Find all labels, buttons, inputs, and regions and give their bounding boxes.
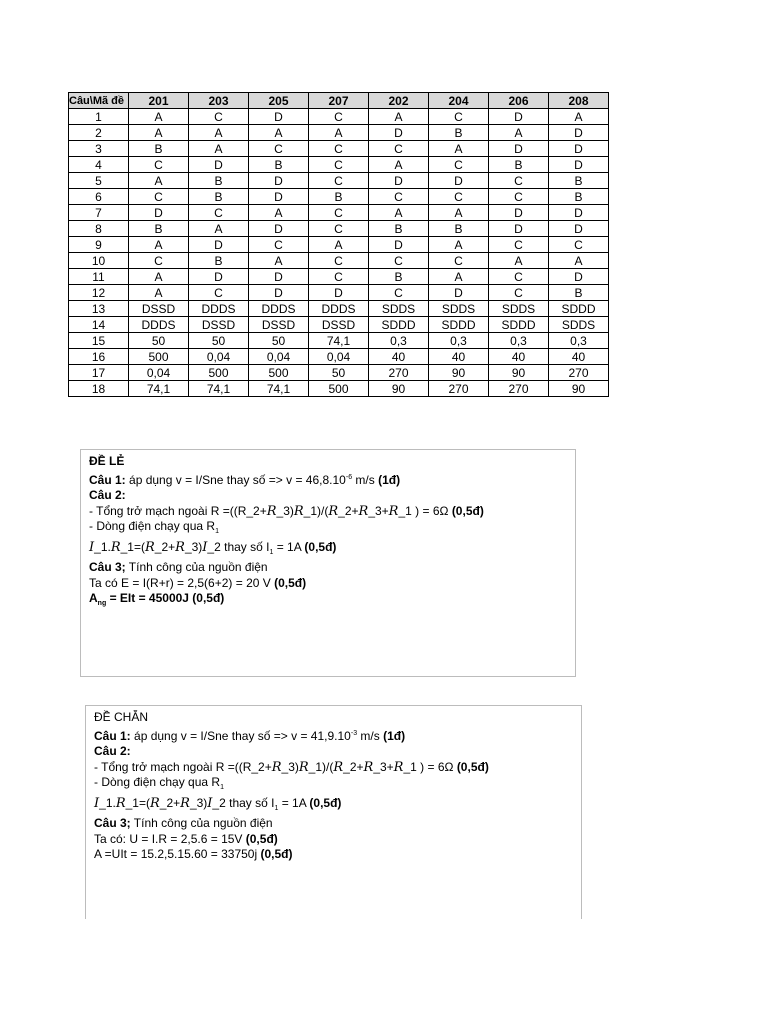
text-span: m/s	[357, 728, 384, 743]
box-title: ĐỀ CHẴN	[94, 710, 149, 724]
answer-cell: 500	[129, 349, 189, 365]
answer-cell: A	[549, 253, 609, 269]
answer-cell: C	[489, 285, 549, 301]
text-span: A =UIt = 15.2,5.15.60 = 33750j	[94, 847, 261, 861]
math-symbol: R	[328, 503, 339, 519]
text-span: _3+	[373, 759, 394, 774]
question-number-cell: 13	[69, 301, 129, 317]
text-span: _3)	[276, 503, 294, 518]
answer-cell: B	[549, 189, 609, 205]
answer-cell: D	[489, 221, 549, 237]
answer-cell: A	[369, 205, 429, 221]
table-row	[69, 349, 609, 365]
answer-cell: 50	[129, 333, 189, 349]
text-span: - Dòng điện chạy qua R	[94, 775, 221, 789]
answer-cell: C	[429, 157, 489, 173]
text-span: _3)	[281, 759, 299, 774]
question-number-cell: 3	[69, 141, 129, 157]
header-cell-exam-code: 204	[429, 93, 489, 109]
math-symbol: I	[94, 795, 100, 811]
answer-cell: A	[309, 125, 369, 141]
answer-cell: C	[369, 141, 429, 157]
text-span: Ta có E = I(R+r) = 2,5(6+2) = 20 V	[89, 575, 275, 590]
table-row	[69, 221, 609, 237]
question-3-line	[89, 560, 575, 576]
answer-cell: D	[309, 285, 369, 301]
table-row	[69, 237, 609, 253]
answer-cell: D	[249, 109, 309, 125]
question-label: Câu 3;	[89, 560, 126, 574]
answer-cell: A	[489, 253, 549, 269]
answer-cell: C	[249, 237, 309, 253]
answer-cell: A	[489, 125, 549, 141]
answer-cell: C	[309, 109, 369, 125]
question-number-cell: 2	[69, 125, 129, 141]
answer-cell: D	[189, 269, 249, 285]
score: (0,5đ)	[451, 503, 484, 518]
question-2-line-1	[89, 504, 575, 520]
answer-cell: C	[309, 221, 369, 237]
answer-cell: A	[129, 269, 189, 285]
answer-cell: D	[369, 237, 429, 253]
answer-cell: 500	[189, 365, 249, 381]
answer-cell: 74,1	[249, 381, 309, 397]
question-number-cell: 14	[69, 317, 129, 333]
answer-cell: 40	[429, 349, 489, 365]
score: (1đ)	[383, 728, 406, 743]
table-row	[69, 141, 609, 157]
question-number-cell: 4	[69, 157, 129, 173]
question-number-cell: 7	[69, 205, 129, 221]
subscript: 1	[269, 548, 274, 556]
subscript: 1	[220, 784, 224, 791]
table-row	[69, 285, 609, 301]
answer-cell: D	[249, 189, 309, 205]
question-label: Câu 1:	[89, 472, 126, 487]
header-cell-exam-code: 206	[489, 93, 549, 109]
answer-cell: C	[489, 269, 549, 285]
answer-cell: 50	[189, 333, 249, 349]
score: (0,5đ)	[309, 795, 342, 810]
answer-cell: A	[189, 125, 249, 141]
answer-cell: C	[309, 173, 369, 189]
question-3-line-1	[94, 832, 581, 848]
math-symbol: R	[115, 795, 126, 811]
question-number-cell: 5	[69, 173, 129, 189]
answer-cell: A	[429, 269, 489, 285]
text-span: áp dụng v = I/Sne thay số => v = 46,8.10	[125, 472, 346, 487]
answer-cell: C	[369, 189, 429, 205]
answer-cell: DSSD	[129, 301, 189, 317]
answer-cell: D	[489, 141, 549, 157]
answer-cell: B	[369, 221, 429, 237]
answer-cell: 270	[429, 381, 489, 397]
math-symbol: I	[89, 539, 95, 555]
table-row	[69, 125, 609, 141]
question-3-line-1	[89, 576, 575, 592]
answer-cell: B	[129, 221, 189, 237]
math-symbol: I	[207, 795, 213, 811]
text-span: _2 thay số I	[207, 539, 270, 554]
answer-cell: B	[189, 173, 249, 189]
question-3-line	[94, 816, 581, 832]
answer-cell: D	[489, 205, 549, 221]
answer-cell: SDDD	[549, 301, 609, 317]
math-symbol: R	[358, 503, 369, 519]
answer-cell: DDDS	[309, 301, 369, 317]
math-symbol: R	[175, 539, 185, 555]
text-span: = 1A	[278, 795, 310, 810]
math-symbol: R	[180, 795, 190, 811]
table-row	[69, 109, 609, 125]
text-span: Tính công của nguồn điện	[125, 560, 268, 574]
text-span: _2+	[154, 539, 176, 554]
answer-cell: B	[249, 157, 309, 173]
text-span: áp dụng v = I/Sne thay số => v = 41,9.10	[130, 728, 351, 743]
math-symbol: R	[266, 503, 277, 519]
score: (0,5đ)	[456, 759, 489, 774]
header-cell-exam-code: 205	[249, 93, 309, 109]
math-symbol: R	[388, 503, 399, 519]
text-span: _3)	[184, 539, 203, 554]
text-span: _2+	[338, 503, 359, 518]
answer-cell: C	[189, 285, 249, 301]
math-symbol: R	[363, 759, 374, 775]
answer-cell: C	[489, 237, 549, 253]
answer-cell: D	[489, 109, 549, 125]
answer-cell: 270	[549, 365, 609, 381]
answer-cell: A	[129, 285, 189, 301]
answer-cell: 90	[549, 381, 609, 397]
header-cell-exam-code: 207	[309, 93, 369, 109]
question-number-cell: 1	[69, 109, 129, 125]
text-span: _1)/(	[303, 503, 329, 518]
question-2-line-2	[89, 519, 575, 540]
table-row	[69, 301, 609, 317]
answer-cell: DDDS	[189, 301, 249, 317]
text-span: _2+	[343, 759, 364, 774]
question-number-cell: 15	[69, 333, 129, 349]
question-label: Câu 2:	[89, 488, 126, 502]
answer-cell: D	[129, 205, 189, 221]
answer-cell: 0,3	[489, 333, 549, 349]
math-symbol: R	[110, 539, 121, 555]
answer-cell: D	[369, 173, 429, 189]
text-span: _1=(	[120, 539, 145, 554]
answer-cell: D	[549, 141, 609, 157]
header-cell-exam-code: 208	[549, 93, 609, 109]
exponent: -3	[350, 729, 358, 737]
answer-cell: 74,1	[129, 381, 189, 397]
question-number-cell: 8	[69, 221, 129, 237]
answer-cell: A	[189, 221, 249, 237]
answer-cell: D	[549, 205, 609, 221]
answer-cell: A	[129, 125, 189, 141]
text-span: _1 ) = 6Ω	[398, 503, 452, 518]
answer-cell: D	[429, 173, 489, 189]
answer-cell: C	[309, 141, 369, 157]
answer-cell: SDDS	[549, 317, 609, 333]
answer-cell: C	[129, 157, 189, 173]
text-span: _1.	[99, 795, 116, 810]
text-span: A	[89, 591, 98, 605]
question-2-line-3	[89, 540, 575, 561]
answer-cell: 0,3	[369, 333, 429, 349]
answer-cell: A	[189, 141, 249, 157]
answer-cell: C	[429, 109, 489, 125]
table-row	[69, 253, 609, 269]
answer-cell: C	[189, 205, 249, 221]
answer-cell: B	[189, 253, 249, 269]
answer-cell: B	[309, 189, 369, 205]
answer-cell: 0,3	[549, 333, 609, 349]
math-symbol: R	[393, 759, 404, 775]
answer-cell: A	[249, 205, 309, 221]
answer-cell: B	[549, 285, 609, 301]
answer-cell: D	[189, 157, 249, 173]
answer-cell: C	[489, 189, 549, 205]
text-span: m/s	[352, 472, 379, 487]
math-symbol: R	[293, 503, 304, 519]
question-number-cell: 6	[69, 189, 129, 205]
table-body	[69, 109, 609, 397]
answer-cell: A	[429, 237, 489, 253]
answer-cell: A	[249, 253, 309, 269]
table-row	[69, 317, 609, 333]
table-row	[69, 189, 609, 205]
table-row	[69, 333, 609, 349]
score: (0,5đ)	[274, 575, 307, 590]
answer-cell: A	[249, 125, 309, 141]
answer-cell: C	[309, 269, 369, 285]
answer-cell: A	[129, 237, 189, 253]
answer-cell: DSSD	[249, 317, 309, 333]
answer-cell: 0,3	[429, 333, 489, 349]
answer-cell: C	[429, 189, 489, 205]
answer-cell: 74,1	[309, 333, 369, 349]
answer-cell: D	[189, 237, 249, 253]
answer-cell: D	[549, 125, 609, 141]
text-span: - Tổng trở mạch ngoài R =((R_2+	[89, 503, 267, 518]
answer-cell: A	[129, 109, 189, 125]
subscript: 1	[274, 804, 279, 812]
question-number-cell: 10	[69, 253, 129, 269]
math-symbol: R	[333, 759, 344, 775]
answer-cell: D	[249, 221, 309, 237]
answer-cell: DSSD	[189, 317, 249, 333]
answer-cell: SDDD	[429, 317, 489, 333]
answer-key-table	[68, 92, 609, 397]
answer-cell: B	[429, 221, 489, 237]
answer-cell: C	[129, 253, 189, 269]
score: (0,5đ)	[260, 847, 293, 861]
question-label: Câu 3;	[94, 816, 131, 830]
answer-cell: 90	[489, 365, 549, 381]
exponent: -6	[345, 473, 353, 481]
question-2-line-2	[94, 775, 581, 796]
answer-cell: B	[369, 269, 429, 285]
question-number-cell: 17	[69, 365, 129, 381]
answer-box-even-exam	[85, 705, 582, 919]
answer-cell: 50	[249, 333, 309, 349]
answer-cell: 500	[309, 381, 369, 397]
answer-cell: 40	[369, 349, 429, 365]
answer-cell: 40	[549, 349, 609, 365]
text-span: - Tổng trở mạch ngoài R =((R_2+	[94, 759, 272, 774]
answer-cell: C	[309, 205, 369, 221]
answer-cell: A	[549, 109, 609, 125]
question-number-cell: 18	[69, 381, 129, 397]
answer-cell: D	[549, 221, 609, 237]
math-symbol: R	[271, 759, 282, 775]
question-number-cell: 11	[69, 269, 129, 285]
math-symbol: I	[202, 539, 208, 555]
answer-cell: B	[489, 157, 549, 173]
math-symbol: R	[298, 759, 309, 775]
table-row	[69, 269, 609, 285]
answer-cell: A	[309, 237, 369, 253]
answer-cell: D	[549, 157, 609, 173]
answer-cell: 270	[489, 381, 549, 397]
answer-cell: 0,04	[189, 349, 249, 365]
answer-cell: B	[189, 189, 249, 205]
question-1-line	[89, 470, 575, 489]
box-title: ĐỀ LẺ	[89, 454, 125, 468]
answer-cell: C	[249, 141, 309, 157]
text-span: _3+	[368, 503, 389, 518]
answer-cell: 40	[489, 349, 549, 365]
header-cell-question-code: Câu\Mã đề	[69, 93, 129, 109]
answer-cell: D	[249, 285, 309, 301]
header-cell-exam-code: 201	[129, 93, 189, 109]
text-span: Ta có: U = I.R = 2,5.6 = 15V	[94, 831, 246, 846]
text-span: _1=(	[125, 795, 150, 810]
table-row	[69, 173, 609, 189]
answer-cell: B	[129, 141, 189, 157]
text-span: - Dòng điện chạy qua R	[89, 519, 216, 533]
answer-cell: 270	[369, 365, 429, 381]
answer-cell: C	[549, 237, 609, 253]
answer-cell: D	[369, 125, 429, 141]
answer-cell: A	[369, 157, 429, 173]
answer-cell: B	[549, 173, 609, 189]
answer-cell: SDDD	[489, 317, 549, 333]
answer-cell: 0,04	[249, 349, 309, 365]
answer-cell: SDDS	[489, 301, 549, 317]
question-1-line	[94, 726, 581, 745]
question-2-line-1	[94, 760, 581, 776]
question-3-line-2	[89, 591, 575, 612]
table-row	[69, 205, 609, 221]
answer-cell: 0,04	[129, 365, 189, 381]
text-span: _3)	[189, 795, 208, 810]
answer-cell: 500	[249, 365, 309, 381]
question-number-cell: 16	[69, 349, 129, 365]
answer-cell: C	[489, 173, 549, 189]
table-row	[69, 381, 609, 397]
score: (0,5đ)	[245, 831, 278, 846]
math-symbol: R	[144, 539, 155, 555]
answer-cell: SDDS	[369, 301, 429, 317]
text-span: _1)/(	[308, 759, 334, 774]
answer-cell: C	[309, 253, 369, 269]
answer-cell: SDDS	[429, 301, 489, 317]
score: (1đ)	[378, 472, 401, 487]
text-span: _1.	[94, 539, 111, 554]
table-row	[69, 157, 609, 173]
answer-cell: 90	[429, 365, 489, 381]
answer-cell: 74,1	[189, 381, 249, 397]
score: (0,5đ)	[304, 539, 337, 554]
answer-cell: DDDS	[129, 317, 189, 333]
text-span: _2 thay số I	[212, 795, 275, 810]
answer-cell: C	[309, 157, 369, 173]
text-span: _1 ) = 6Ω	[403, 759, 457, 774]
table-header-row	[69, 93, 609, 109]
text-span: = EIt = 45000J (0,5đ)	[106, 591, 225, 605]
answer-cell: A	[369, 109, 429, 125]
answer-cell: 50	[309, 365, 369, 381]
subscript: 1	[215, 528, 219, 535]
answer-cell: D	[429, 285, 489, 301]
answer-cell: C	[189, 109, 249, 125]
answer-box-odd-exam	[80, 449, 576, 677]
answer-cell: D	[549, 269, 609, 285]
answer-cell: C	[369, 285, 429, 301]
answer-cell: 0,04	[309, 349, 369, 365]
answer-cell: 90	[369, 381, 429, 397]
question-number-cell: 12	[69, 285, 129, 301]
text-span: = 1A	[273, 539, 305, 554]
answer-cell: A	[429, 205, 489, 221]
answer-cell: A	[129, 173, 189, 189]
answer-cell: DDDS	[249, 301, 309, 317]
question-label: Câu 2:	[94, 744, 131, 758]
table-row	[69, 365, 609, 381]
text-span: Tính công của nguồn điện	[130, 816, 273, 830]
math-symbol: R	[149, 795, 160, 811]
answer-cell: D	[249, 173, 309, 189]
question-3-line-2	[94, 847, 581, 863]
answer-cell: DSSD	[309, 317, 369, 333]
text-span: _2+	[159, 795, 181, 810]
answer-cell: C	[429, 253, 489, 269]
header-cell-exam-code: 203	[189, 93, 249, 109]
subscript: ng	[97, 600, 107, 607]
answer-cell: C	[129, 189, 189, 205]
answer-cell: SDDD	[369, 317, 429, 333]
question-2-line-3	[94, 796, 581, 817]
answer-cell: C	[369, 253, 429, 269]
answer-cell: D	[249, 269, 309, 285]
header-cell-exam-code: 202	[369, 93, 429, 109]
question-label: Câu 1:	[94, 728, 131, 743]
answer-cell: A	[429, 141, 489, 157]
answer-cell: B	[429, 125, 489, 141]
question-number-cell: 9	[69, 237, 129, 253]
